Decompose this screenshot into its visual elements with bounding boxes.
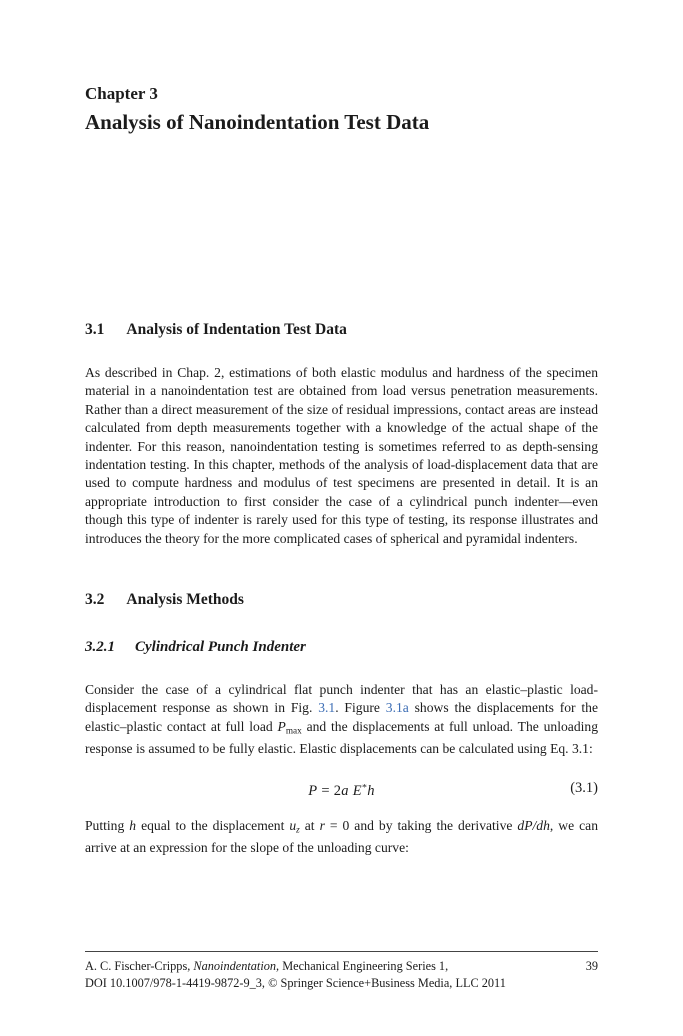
figure-3-1-link[interactable]: 3.1 bbox=[318, 700, 336, 716]
text-run: a bbox=[341, 782, 349, 799]
figure-3-1a-link[interactable]: 3.1a bbox=[385, 700, 409, 716]
page-footer bbox=[85, 951, 598, 991]
footer-citation-text bbox=[85, 958, 448, 975]
text-run: dP/dh bbox=[517, 817, 550, 833]
chapter-header bbox=[85, 82, 598, 136]
text-run: h bbox=[367, 782, 375, 799]
text-run: equal to the displacement bbox=[136, 817, 290, 833]
text-run: Mechanical Engineering Series 1, bbox=[279, 959, 449, 973]
footer-doi-line: DOI 10.1007/978-1-4419-9872-9_3, © Springer Science+Business Media, LLC 2011 bbox=[85, 975, 506, 990]
section-3-2-1-heading bbox=[85, 637, 598, 657]
section-3-2-1 bbox=[85, 637, 598, 857]
equation-number: (3.1) bbox=[570, 780, 598, 797]
text-run: h bbox=[129, 817, 137, 833]
section-3-2-heading bbox=[85, 590, 598, 610]
text-run: r bbox=[319, 817, 325, 833]
text-run: and the displacements at full unload. The unloading response is assumed to be fully elastic. Elastic displacements can be calculated using Eq. 3.1: bbox=[85, 718, 598, 756]
subsection-number: 3.2.1 bbox=[85, 639, 115, 656]
section-number: 3.1 bbox=[85, 321, 105, 338]
subsection-title: Cylindrical Punch Indenter bbox=[135, 639, 306, 656]
equation-body bbox=[308, 783, 375, 799]
text-run: u bbox=[289, 817, 297, 833]
text-run: E bbox=[352, 782, 362, 799]
text-run: Putting bbox=[85, 817, 130, 833]
footer-citation-line bbox=[85, 958, 598, 975]
text-run: Nanoindentation, bbox=[193, 959, 280, 973]
text-run: A. C. Fischer-Cripps, bbox=[85, 959, 194, 973]
text-run: . Figure bbox=[335, 700, 386, 716]
section-3-1-heading bbox=[85, 320, 598, 340]
chapter-label: Chapter 3 bbox=[85, 84, 158, 103]
section-3-1 bbox=[85, 320, 598, 548]
section-title: Analysis Methods bbox=[126, 591, 244, 609]
text-run: at bbox=[299, 817, 320, 833]
text-run: P bbox=[308, 782, 318, 799]
section-title: Analysis of Indentation Test Data bbox=[126, 321, 347, 338]
text-run: shows the displacements for the elastic–plastic contact at full load bbox=[85, 700, 599, 734]
body-paragraph bbox=[85, 681, 598, 758]
section-3-2 bbox=[85, 590, 598, 610]
text-run: P bbox=[277, 718, 286, 734]
text-run: = 2 bbox=[317, 782, 342, 799]
body-paragraph: As described in Chap. 2, estimations of both elastic modulus and hardness of the specimen material in a nanoindentation test are obtained from load versus penetration measurements. Rather than a direct measurement of the size of residual impressions, contact areas are instead calculated from depth measurements together with a knowledge of the actual shape of the indenter. For this reason, nanoindentation testing is sometimes referred to as depth-sensing indentation testing. In this chapter, methods of the analysis of load-displacement data that are used to compute hardness and modulus of test specimens are presented in detail. It is an appropriate introduction to first consider the case of a cylindrical punch indenter—even though this type of indenter is rarely used for this type of testing, its response illustrates and introduces the theory for the more complicated cases of spherical and pyramidal indenters. bbox=[85, 365, 598, 546]
equation-3-1 bbox=[85, 778, 598, 800]
text-run: , we can arrive at an expression for the slope of the unloading curve: bbox=[85, 817, 598, 855]
text-run: max bbox=[285, 725, 302, 736]
chapter-title: Analysis of Nanoindentation Test Data bbox=[85, 110, 430, 134]
text-run: z bbox=[296, 824, 300, 835]
text-run: = 0 and by taking the derivative bbox=[324, 817, 518, 833]
page-number: 39 bbox=[585, 959, 598, 973]
section-number: 3.2 bbox=[85, 591, 105, 609]
body-paragraph bbox=[85, 817, 598, 857]
text-run: * bbox=[361, 782, 368, 794]
text-run: Consider the case of a cylindrical flat punch indenter that has an elastic–plastic load-displacement response as shown in Fig. bbox=[85, 682, 598, 716]
